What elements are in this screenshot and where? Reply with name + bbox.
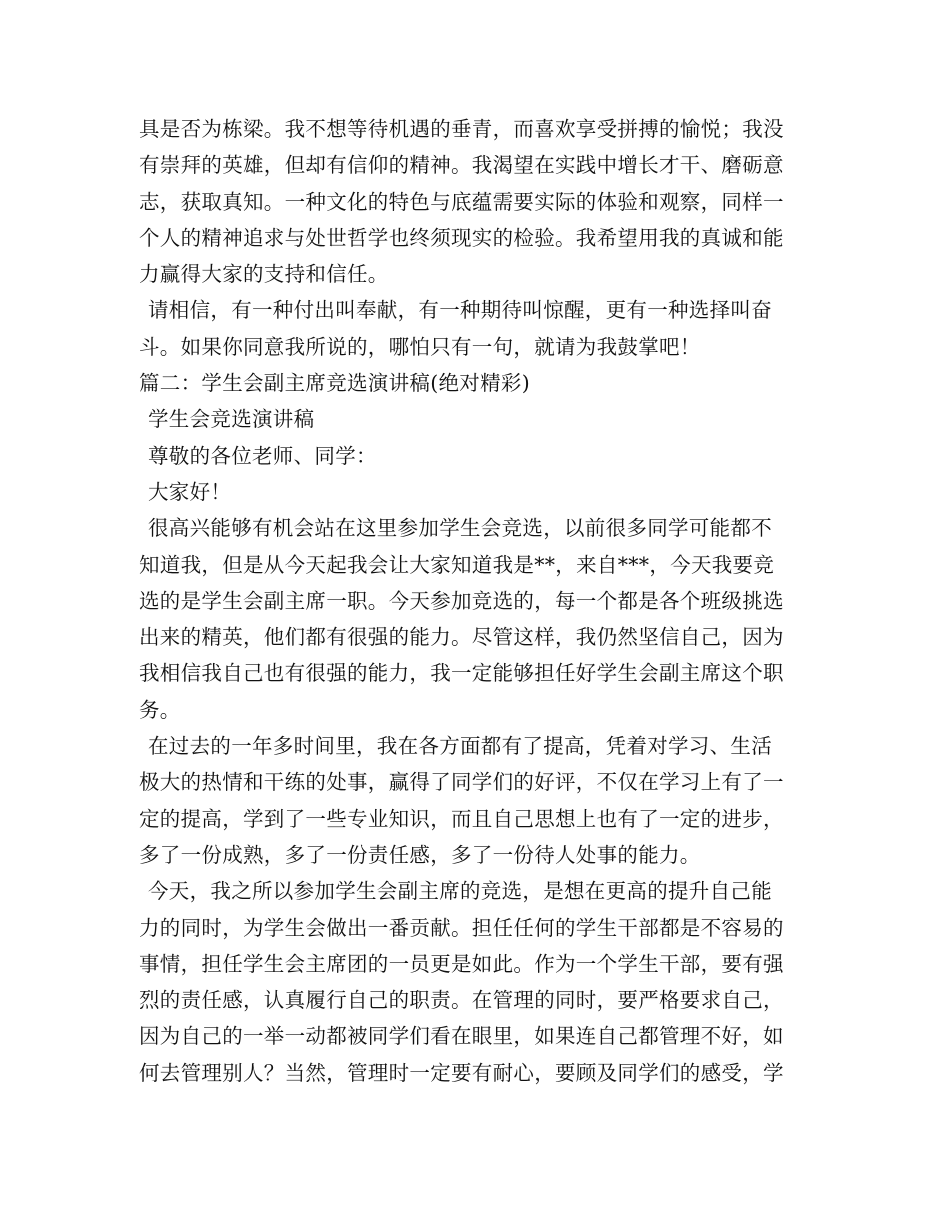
text-line: 志，获取真知。一种文化的特色与底蕴需要实际的体验和观察，同样一 [139,189,784,214]
text-line: 个人的精神追求与处世哲学也终须现实的检验。我希望用我的真诚和能 [139,225,784,250]
text-line: 请相信，有一种付出叫奉献，有一种期待叫惊醒，更有一种选择叫奋 [148,298,772,323]
text-line: 选的是学生会副主席一职。今天参加竞选的，每一个都是各个班级挑选 [139,588,784,613]
text-line: 学生会竞选演讲稿 [148,407,315,432]
text-line: 今天，我之所以参加学生会副主席的竞选，是想在更高的提升自己能 [148,879,772,904]
text-line: 极大的热情和干练的处事，赢得了同学们的好评，不仅在学习上有了一 [139,770,784,795]
text-line: 力赢得大家的支持和信任。 [139,262,389,287]
text-line: 具是否为栋梁。我不想等待机遇的垂青，而喜欢享受拼搏的愉悦；我没 [139,117,784,141]
text-line: 定的提高，学到了一些专业知识，而且自己思想上也有了一定的进步， [139,806,784,831]
text-line: 知道我，但是从今天起我会让大家知道我是**，来自***，今天我要竞 [139,552,775,577]
text-line: 何去管理别人？当然，管理时一定要有耐心，要顾及同学们的感受，学 [139,1060,784,1085]
text-line: 烈的责任感，认真履行自己的职责。在管理的同时，要严格要求自己， [139,988,784,1013]
text-line: 斗。如果你同意我所说的，哪怕只有一句，就请为我鼓掌吧！ [139,334,701,359]
text-line: 篇二：学生会副主席竞选演讲稿(绝对精彩) [139,371,530,396]
document-body [139,111,819,1091]
text-line: 大家好！ [148,479,232,504]
text-line: 事情，担任学生会主席团的一员更是如此。作为一个学生干部，要有强 [139,951,784,976]
text-line: 我相信我自己也有很强的能力，我一定能够担任好学生会副主席这个职 [139,661,784,686]
text-line: 有崇拜的英雄，但却有信仰的精神。我渴望在实践中增长才干、磨砺意 [139,153,784,178]
text-line: 务。 [139,697,181,722]
text-line: 出来的精英，他们都有很强的能力。尽管这样，我仍然坚信自己，因为 [139,625,784,650]
text-line: 尊敬的各位老师、同学： [148,443,377,468]
text-line: 很高兴能够有机会站在这里参加学生会竞选，以前很多同学可能都不 [148,516,772,541]
text-line: 力的同时，为学生会做出一番贡献。担任任何的学生干部都是不容易的 [139,915,784,940]
text-line: 因为自己的一举一动都被同学们看在眼里，如果连自己都管理不好，如 [139,1024,784,1049]
text-line: 在过去的一年多时间里，我在各方面都有了提高，凭着对学习、生活 [148,734,772,759]
text-line: 多了一份成熟，多了一份责任感，多了一份待人处事的能力。 [139,842,701,867]
